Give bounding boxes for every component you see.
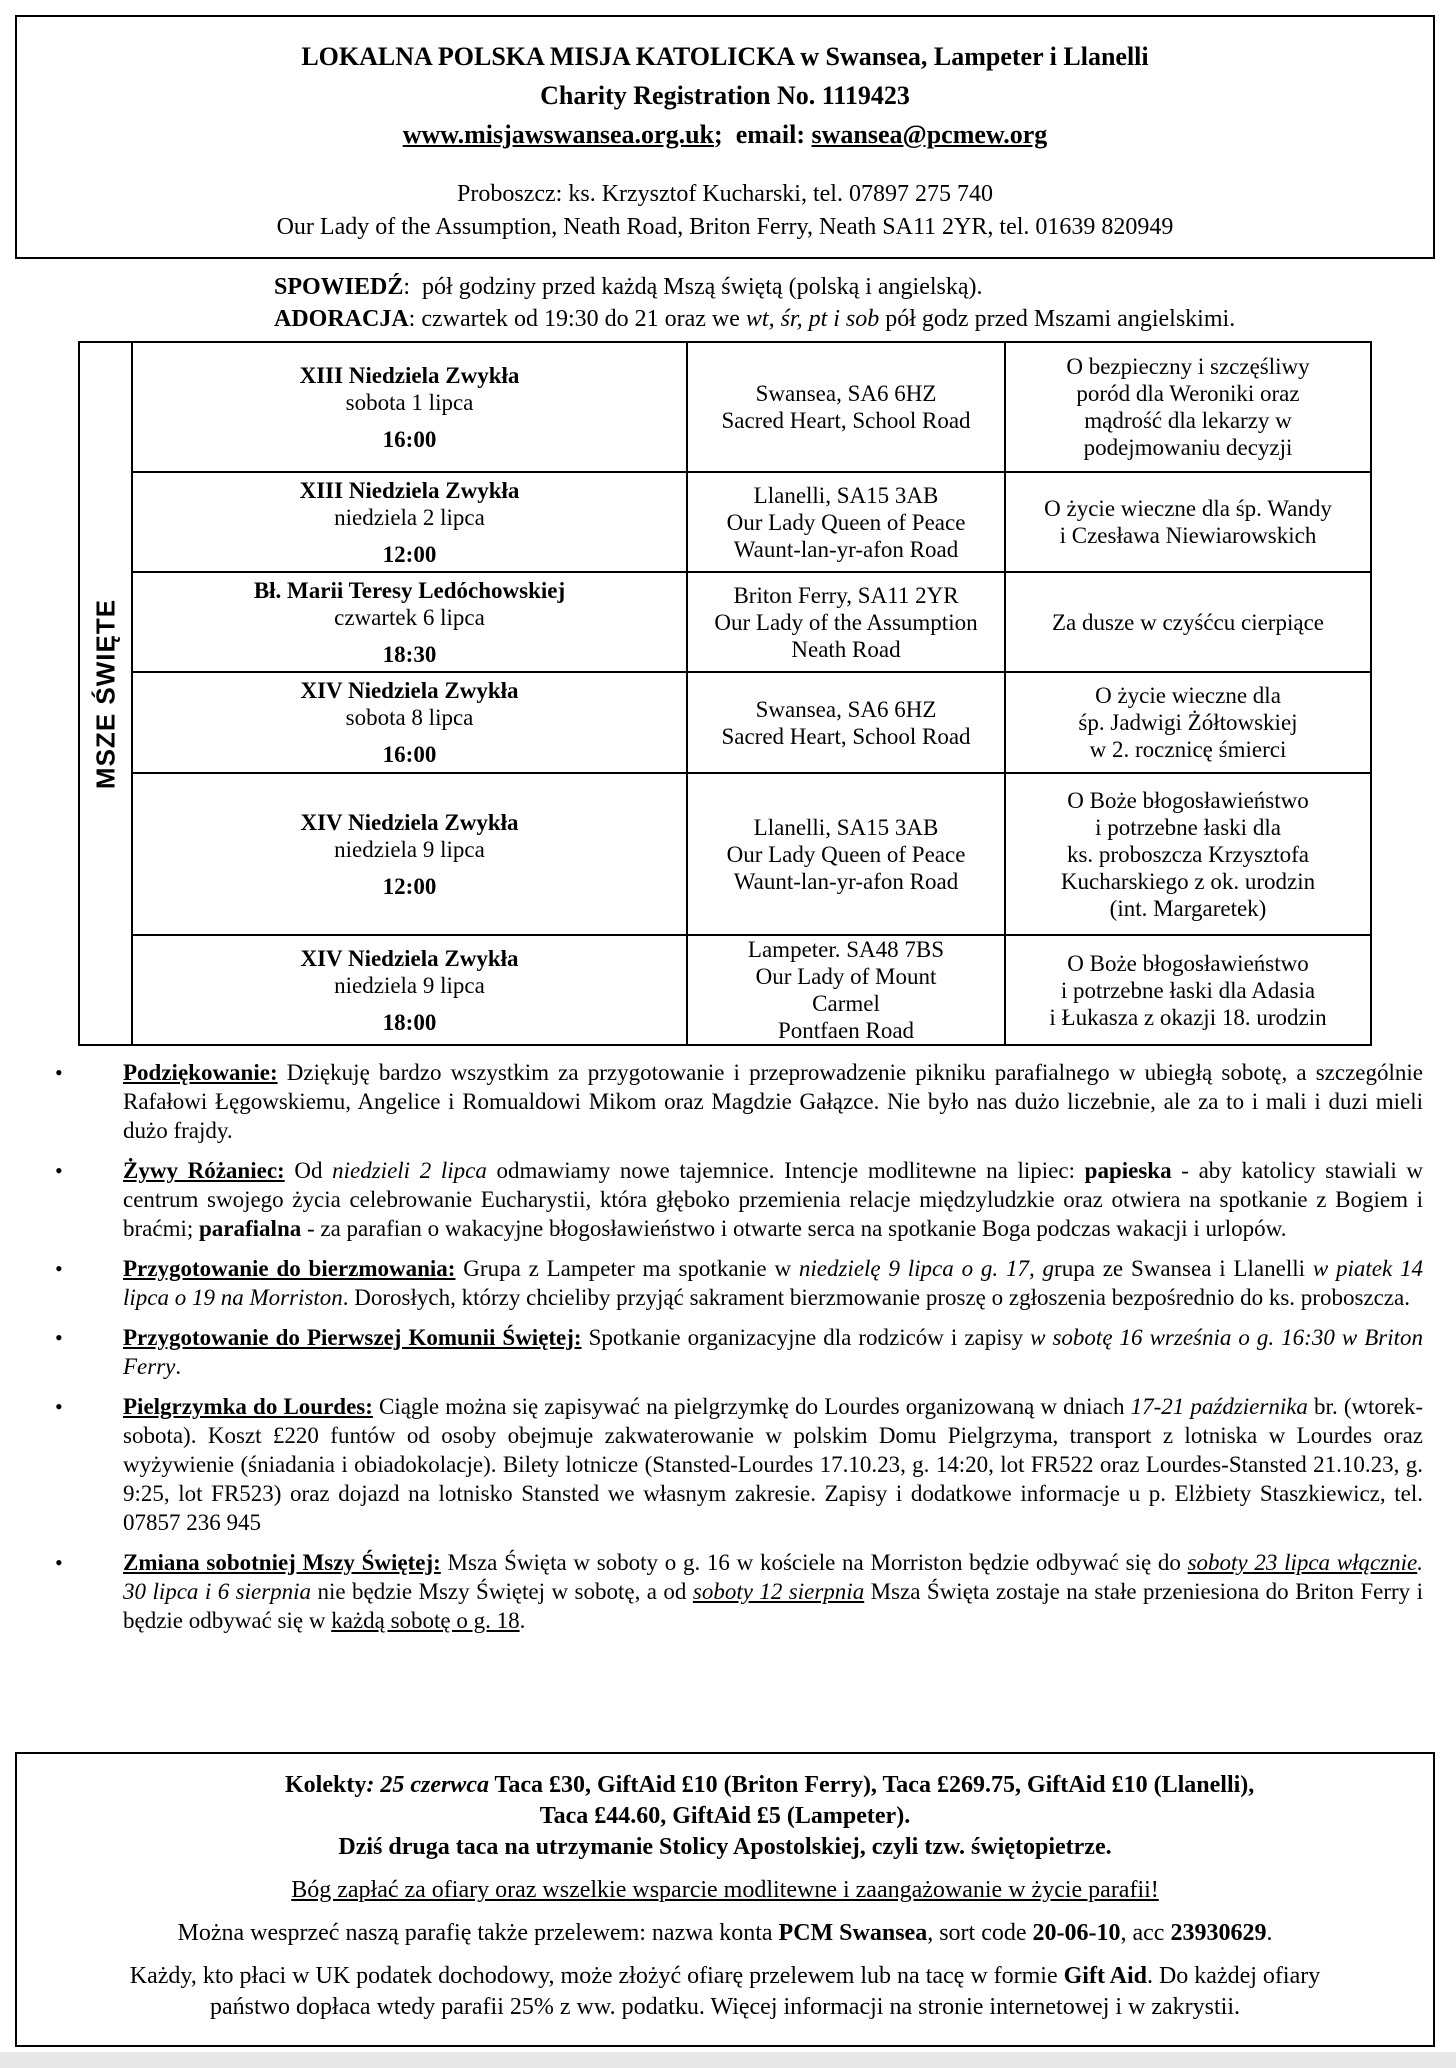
place-line: Waunt-lan-yr-afon Road (733, 868, 959, 894)
notice-heading: Pielgrzymka do Lourdes: (123, 1394, 373, 1419)
mass-row (79, 935, 1371, 1045)
mass-time: 18:00 (382, 1009, 437, 1035)
page-bottom-edge (0, 2052, 1456, 2068)
website-link[interactable]: www.misjawswansea.org.uk (402, 120, 715, 149)
collections-text: Taca £30, GiftAid £10 (Briton Ferry), Taca £269.75, GiftAid £10 (Llanelli), (488, 1772, 1255, 1798)
notice-text: Dziękuję bardzo wszystkim za przygotowanie i przeprowadzenie pikniku parafialnego w ubiegłą sobotę, a szczególnie Rafałowi Łęgowskiemu, Angelice i Romualdowi Mikom oraz Magdzie Gałązce. Nie było nas dużo liczebnie, ale za to i mali i duzi mieli dużo frajdy. (123, 1060, 1423, 1143)
collections-label: Kolekty (285, 1772, 367, 1798)
mass-intention (1005, 773, 1371, 935)
notice-heading: Przygotowanie do bierzmowania: (123, 1256, 456, 1281)
mass-time: 12:00 (382, 541, 437, 567)
email-link[interactable]: swansea@pcmew.org (811, 120, 1048, 149)
mass-place (687, 342, 1005, 472)
contact-line (17, 115, 1433, 154)
adoration-line (274, 303, 1235, 335)
giftaid-bold: Gift Aid (1063, 1963, 1147, 1989)
place-line: Our Lady Queen of Peace (726, 841, 966, 867)
mass-place (687, 935, 1005, 1045)
notice-text: - za parafian o wakacyjne błogosławieństwo i otwarte serca na spotkanie Boga podczas wakacji i urlopów. (301, 1216, 1287, 1241)
place-line: Lampeter. SA48 7BS (747, 937, 945, 962)
place-line: Our Lady of Mount (755, 964, 937, 989)
giftaid-text: Każdy, kto płaci w UK podatek dochodowy, może złożyć ofiarę przelewem lub na tacę w formie (129, 1963, 1064, 1989)
mass-intention (1005, 935, 1371, 1045)
mass-date: sobota 1 lipca (345, 389, 474, 415)
mass-place (687, 572, 1005, 672)
charity-registration: Charity Registration No. 1119423 (540, 81, 910, 110)
mass-row (79, 672, 1371, 773)
confession-label: SPOWIEDŹ (274, 274, 404, 300)
contact-separator: ; email: (714, 120, 812, 149)
mass-title: XIV Niedziela Zwykła (300, 809, 519, 835)
mass-title: Bł. Marii Teresy Ledóchowskiej (253, 577, 566, 603)
adoration-days: wt, śr, pt i sob (745, 306, 880, 332)
mass-time: 16:00 (382, 742, 437, 767)
mass-when (132, 773, 687, 935)
gift-aid-line (17, 1961, 1433, 1992)
mass-date: sobota 8 lipca (345, 705, 474, 730)
notice-emphasis: niedzieli 2 lipca (332, 1158, 487, 1183)
collections-line (17, 1770, 1433, 1801)
notice-underline: każdą sobotę o g. 18 (331, 1608, 520, 1633)
place-line: Llanelli, SA15 3AB (753, 482, 939, 508)
notice-text: Msza Święta w soboty o g. 16 w kościele na Morriston będzie odbywać się do (440, 1550, 1188, 1575)
adoration-text-2: pół godz przed Mszami angielskimi. (879, 306, 1236, 332)
mass-date: niedziela 2 lipca (334, 504, 485, 530)
mass-intention (1005, 672, 1371, 773)
intention-line: mądrość dla lekarzy w (1084, 408, 1292, 433)
notice-text: rupa ze Swansea i Llanelli (1054, 1256, 1313, 1281)
mass-place (687, 773, 1005, 935)
place-line: Swansea, SA6 6HZ (755, 696, 937, 722)
notice-text: Grupa z Lampeter ma spotkanie w (455, 1256, 799, 1281)
adoration-label: ADORACJA (274, 306, 409, 332)
notice-bold: papieska (1084, 1158, 1172, 1183)
bullet: • (55, 1060, 63, 1085)
mass-place (687, 472, 1005, 572)
notice-emphasis: soboty 12 sierpnia (692, 1579, 865, 1604)
notice-emphasis: 17-21 października (1130, 1394, 1308, 1419)
mass-intention (1005, 472, 1371, 572)
bullet: • (55, 1550, 63, 1575)
mass-when (132, 342, 687, 472)
account-number: 23930629 (1170, 1920, 1267, 1946)
notice-emphasis: . 30 lipca i 6 sierpnia (123, 1550, 1424, 1604)
account-name: PCM Swansea (778, 1920, 928, 1946)
mass-title: XIII Niedziela Zwykła (299, 477, 520, 503)
mass-when (132, 572, 687, 672)
mass-when (132, 935, 687, 1045)
intention-line: i Łukasza z okazji 18. urodzin (1049, 1004, 1327, 1030)
intention-line: podejmowaniu decyzji (1083, 435, 1293, 460)
intention-line: O bezpieczny i szczęśliwy (1066, 354, 1310, 379)
mass-schedule-table (78, 341, 1372, 1046)
notice-thanks (55, 1058, 1423, 1145)
bullet: • (55, 1256, 63, 1281)
collections-line-2: Taca £44.60, GiftAid £5 (Lampeter). (539, 1803, 911, 1829)
mass-date: niedziela 9 lipca (334, 836, 485, 862)
mass-row (79, 773, 1371, 935)
transfer-text: Można wesprzeć naszą parafię także przelewem: nazwa konta (177, 1920, 779, 1946)
notice-text: Spotkanie organizacyjne dla rodziców i zapisy (581, 1325, 1031, 1350)
notice-rosary (55, 1156, 1423, 1243)
notice-emphasis: w piatek 14 lipca o 19 na Morriston (123, 1256, 1423, 1310)
intention-line: ks. proboszcza Krzysztofa (1066, 841, 1310, 867)
bullet: • (55, 1158, 63, 1183)
mass-time: 12:00 (382, 873, 437, 899)
giftaid-text: . Do każdej ofiary (1146, 1963, 1321, 1989)
notice-text: Od (284, 1158, 333, 1183)
notice-heading: Podziękowanie: (123, 1060, 278, 1085)
intention-line: w 2. rocznicę śmierci (1089, 737, 1287, 762)
intention-line: O Boże błogosławieństwo (1067, 950, 1309, 976)
notice-first-communion (55, 1323, 1423, 1381)
mass-intention (1005, 572, 1371, 672)
notice-heading: Zmiana sobotniej Mszy Świętej: (123, 1550, 441, 1575)
mass-row (79, 342, 1371, 472)
collections-date: : 25 czerwca (366, 1772, 489, 1798)
mass-row (79, 472, 1371, 572)
intention-line: Za dusze w czyśćcu cierpiące (1051, 609, 1324, 635)
notice-text: . (519, 1608, 526, 1633)
notice-text: Msza Święta zostaje na stałe przeniesiona do Briton Ferry i będzie odbywać się w (123, 1579, 1423, 1633)
place-line: Neath Road (791, 636, 901, 662)
intention-line: Kucharskiego z ok. urodzin (1060, 868, 1316, 894)
thanks-line: Bóg zapłać za ofiary oraz wszelkie wsparcie modlitewne i zaangażowanie w życie parafii! (291, 1877, 1159, 1903)
second-collection: Dziś druga taca na utrzymanie Stolicy Apostolskiej, czyli tzw. świętopietrze. (338, 1834, 1112, 1860)
mass-date: niedziela 9 lipca (334, 972, 485, 998)
notice-text: . Dorosłych, którzy chcieliby przyjąć sakrament bierzmowanie proszę o zgłoszenia bezpośrednio do ks. proboszcza. (342, 1285, 1410, 1310)
place-line: Pontfaen Road (777, 1018, 915, 1043)
mass-place (687, 672, 1005, 773)
bullet: • (55, 1394, 63, 1419)
place-line: Briton Ferry, SA11 2YR (733, 582, 959, 608)
notice-confirmation (55, 1254, 1423, 1312)
notice-saturday-mass (55, 1548, 1423, 1635)
place-line: Our Lady Queen of Peace (726, 509, 966, 535)
notice-text: - aby katolicy stawiali w centrum swojego życia celebrowanie Eucharystii, która głęboko przemienia relacje międzyludzkie oraz otwiera na spotkanie z Bogiem i braćmi; (123, 1158, 1423, 1241)
mass-title: XIV Niedziela Zwykła (300, 945, 519, 971)
mission-title: LOKALNA POLSKA MISJA KATOLICKA w Swansea, Lampeter i Llanelli (301, 42, 1149, 71)
bullet: • (55, 1325, 63, 1350)
mass-row (79, 572, 1371, 672)
notice-heading: Żywy Różaniec: (123, 1158, 285, 1183)
confession-line (274, 271, 983, 303)
intention-line: (int. Margaretek) (1109, 895, 1267, 921)
intention-line: śp. Jadwigi Żółtowskiej (1078, 710, 1298, 735)
notices-list (55, 1058, 1423, 1646)
notice-emphasis: niedzielę 9 lipca o g. 17, g (798, 1256, 1055, 1281)
gift-aid-line-2: państwo dopłaca wtedy parafii 25% z ww. podatku. Więcej informacji na stronie internetowej i w zakrystii. (209, 1994, 1241, 2020)
place-line: Swansea, SA6 6HZ (755, 381, 937, 406)
confession-text: : pół godziny przed każdą Mszą świętą (polską i angielską). (403, 274, 983, 300)
mass-intention (1005, 342, 1371, 472)
intention-line: poród dla Weroniki oraz (1076, 381, 1300, 406)
notice-text: br. (wtorek-sobota). Koszt £220 funtów od osoby obejmuje zakwaterowanie w polskim Domu Pielgrzyma, transport z lotniska w Lourdes oraz wyżywienie (śniadania i obiadokolacje). Bilety lotnicze (Stansted-Lourdes 17.10.23, g. 14:20, lot FR522 oraz Lourdes-Stansted 21.10.23, g. 9:25, lot FR523) oraz dojazd na lotnisko Stansted we własnym zakresie. Zapisy i dodatkowe informacje u p. Elżbiety Staszkiewicz, tel. 07857 236 945 (123, 1394, 1424, 1535)
intention-line: i potrzebne łaski dla Adasia (1060, 977, 1316, 1003)
intention-line: O Boże błogosławieństwo (1067, 787, 1309, 813)
intention-line: O życie wieczne dla śp. Wandy (1044, 496, 1332, 521)
mass-when (132, 472, 687, 572)
side-label: MSZE ŚWIĘTE (90, 598, 120, 789)
place-line: Sacred Heart, School Road (721, 723, 971, 749)
header-box (15, 15, 1435, 259)
mass-when (132, 672, 687, 773)
place-line: Waunt-lan-yr-afon Road (733, 536, 959, 562)
notice-emphasis: w sobotę 16 września o g. 16:30 w Briton Ferry (123, 1325, 1423, 1379)
notice-heading: Przygotowanie do Pierwszej Komunii Świętej: (123, 1325, 582, 1350)
place-line: Llanelli, SA15 3AB (753, 814, 939, 840)
sort-code: 20-06-10 (1032, 1920, 1121, 1946)
mass-title: XIII Niedziela Zwykła (299, 362, 520, 388)
pastor-line: Proboszcz: ks. Krzysztof Kucharski, tel. 07897 275 740 (457, 181, 993, 207)
intention-line: i potrzebne łaski dla (1095, 814, 1281, 840)
mass-title: XIV Niedziela Zwykła (300, 678, 519, 703)
church-address: Our Lady of the Assumption, Neath Road, Briton Ferry, Neath SA11 2YR, tel. 01639 820949 (276, 214, 1174, 240)
transfer-text: . (1266, 1920, 1273, 1946)
notice-text: odmawiamy nowe tajemnice. Intencje modlitewne na lipiec: (486, 1158, 1085, 1183)
transfer-text: , sort code (927, 1920, 1033, 1946)
mass-time: 18:30 (382, 641, 437, 667)
notice-text: Ciągle można się zapisywać na pielgrzymkę do Lourdes organizowaną w dniach (372, 1394, 1131, 1419)
bank-transfer-line (17, 1918, 1433, 1949)
mass-time: 16:00 (382, 426, 437, 452)
place-line: Sacred Heart, School Road (721, 408, 971, 433)
notice-bold: parafialna (199, 1216, 302, 1241)
intention-line: i Czesława Niewiarowskich (1059, 523, 1317, 548)
intention-line: O życie wieczne dla (1095, 683, 1281, 708)
transfer-text: , acc (1120, 1920, 1171, 1946)
side-label-cell (79, 342, 132, 1045)
place-line: Carmel (812, 991, 880, 1016)
place-line: Our Lady of the Assumption (714, 609, 978, 635)
notice-text: . (175, 1354, 182, 1379)
notice-lourdes (55, 1392, 1423, 1537)
notice-emphasis: soboty 23 lipca włącznie (1187, 1550, 1418, 1575)
adoration-text-1: : czwartek od 19:30 do 21 oraz we (408, 306, 746, 332)
notice-text: nie będzie Mszy Świętej w sobotę, a od (311, 1579, 693, 1604)
footer-box (15, 1752, 1435, 2047)
mass-date: czwartek 6 lipca (334, 604, 485, 630)
